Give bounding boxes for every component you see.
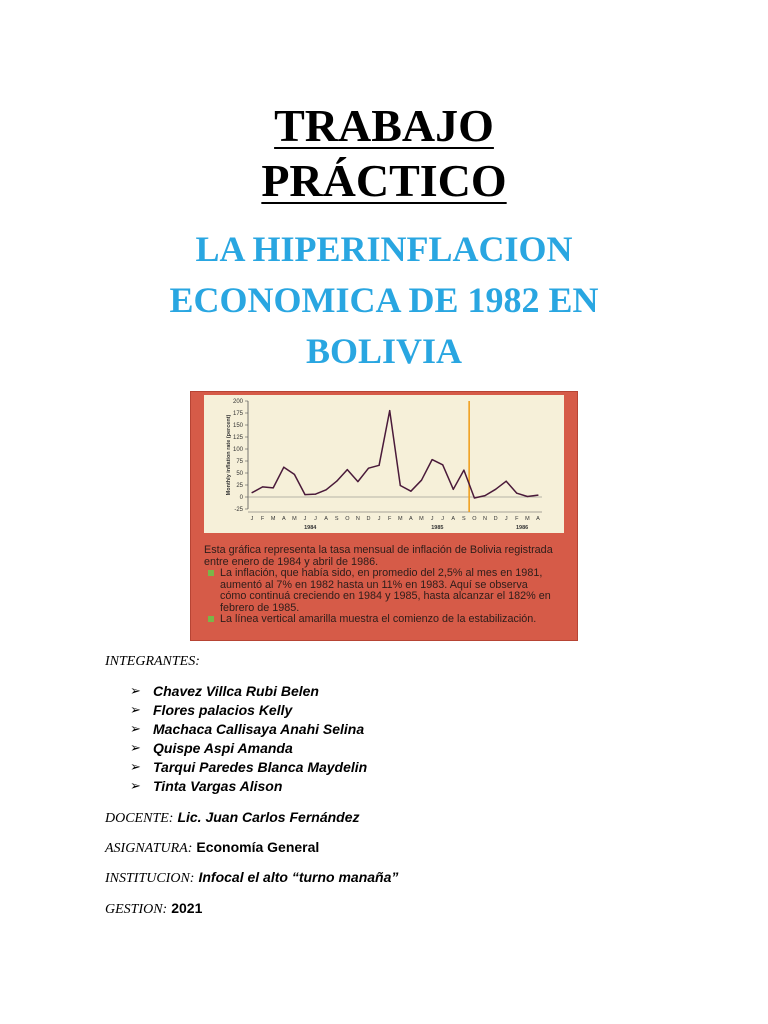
arrow-bullet-icon: ➢ (130, 779, 141, 794)
gestion-label: GESTION: (105, 902, 168, 917)
y-tick-label: 25 (236, 483, 243, 490)
data-point (251, 492, 252, 493)
y-tick-label: -25 (234, 507, 243, 514)
integrantes-label: INTEGRANTES: (105, 654, 200, 669)
gestion-row (105, 900, 202, 918)
data-point (304, 494, 305, 495)
subtitle-line-2: ECONOMICA DE 1982 EN (169, 280, 599, 320)
data-point (484, 495, 485, 496)
x-tick-label: O (345, 516, 350, 522)
member-name: Flores palacios Kelly (153, 702, 293, 718)
data-point (421, 480, 422, 481)
data-point (442, 464, 443, 465)
data-point (262, 486, 263, 487)
data-point (537, 494, 538, 495)
gestion-value: 2021 (171, 900, 203, 916)
y-tick-label: 175 (232, 411, 243, 418)
x-tick-label: A (409, 516, 413, 522)
figure-caption (204, 545, 554, 626)
data-point (431, 459, 432, 460)
x-tick-label: M (270, 516, 276, 522)
year-label: 1986 (515, 525, 529, 531)
bullet-icon (208, 616, 214, 622)
data-point (389, 410, 390, 411)
member-name: Machaca Callisaya Anahi Selina (153, 721, 365, 737)
x-tick-label: M (292, 516, 297, 522)
caption-bullet-1: La inflación, que había sido, en promedio del 2,5% al mes en 1981, aumentó al 7% en 1982 hasta un 11% en 1983. Aquí se observa cómo continuá creciendo en 1984 y 1985, hasta alcanzar el 182% en febrero de 1985. (220, 567, 551, 614)
data-point (379, 465, 380, 466)
x-tick-label: M (419, 516, 424, 522)
list-item (130, 701, 367, 720)
data-point (474, 497, 475, 498)
x-tick-label: D (366, 516, 371, 522)
list-item (130, 758, 367, 777)
y-tick-label: 0 (239, 495, 243, 502)
list-item (130, 720, 367, 739)
caption-bullet-2: La línea vertical amarilla muestra el comienzo de la estabilización. (220, 613, 537, 625)
inflation-figure (190, 391, 578, 641)
x-tick-label: F (388, 516, 392, 522)
arrow-bullet-icon: ➢ (130, 741, 141, 756)
institucion-label: INSTITUCION: (105, 871, 195, 886)
x-tick-label: A (324, 516, 328, 522)
docente-label: DOCENTE: (105, 811, 174, 826)
x-tick-label: J (377, 516, 381, 522)
x-tick-label: M (397, 516, 403, 522)
year-label: 1985 (431, 525, 444, 531)
institucion-value: Infocal el alto “turno manaña” (198, 869, 399, 885)
x-tick-label: J (504, 516, 508, 522)
x-tick-label: D (493, 516, 498, 522)
x-tick-label: S (334, 516, 339, 522)
x-tick-label: N (355, 516, 360, 522)
docente-row (105, 809, 360, 827)
caption-bullet-item (204, 614, 554, 626)
x-tick-label: O (472, 516, 477, 522)
y-tick-label: 50 (236, 471, 243, 478)
x-tick-label: J (314, 516, 317, 522)
data-point (347, 469, 348, 470)
data-point (506, 481, 507, 482)
x-tick-label: A (281, 516, 286, 522)
caption-bullet-item (204, 568, 554, 614)
data-point (453, 489, 454, 490)
member-name: Tarqui Paredes Blanca Maydelin (153, 759, 368, 775)
x-tick-label: J (441, 516, 445, 522)
y-tick-label: 200 (232, 399, 243, 406)
subtitle-line-1: LA HIPERINFLACION (195, 229, 573, 269)
y-tick-label: 150 (232, 423, 243, 430)
x-tick-label: N (483, 516, 488, 522)
document-title (0, 98, 768, 208)
data-point (273, 487, 274, 488)
subtitle-line-3: BOLIVIA (305, 331, 463, 371)
data-point (326, 489, 327, 490)
arrow-bullet-icon: ➢ (130, 760, 141, 775)
title-line-1: TRABAJO (274, 100, 494, 151)
data-point (516, 493, 517, 494)
data-point (495, 489, 496, 490)
list-item (130, 777, 367, 796)
data-point (283, 467, 284, 468)
x-tick-label: J (430, 516, 434, 522)
member-name: Chavez Villca Rubi Belen (153, 683, 319, 699)
x-tick-label: M (525, 516, 530, 522)
x-tick-label: J (250, 516, 254, 522)
data-point (357, 481, 358, 482)
arrow-bullet-icon: ➢ (130, 703, 141, 718)
institucion-row (105, 869, 398, 887)
data-point (368, 468, 369, 469)
list-item (130, 682, 367, 701)
y-axis-label: Monthly inflation rate (percent) (226, 414, 232, 496)
bullet-icon (208, 570, 214, 576)
y-tick-label: 75 (236, 459, 243, 466)
arrow-bullet-icon: ➢ (130, 722, 141, 737)
member-name: Tinta Vargas Alison (153, 778, 283, 794)
x-tick-label: S (462, 516, 466, 522)
members-list (130, 682, 367, 796)
title-line-2: PRÁCTICO (261, 155, 507, 206)
x-tick-label: A (451, 516, 456, 522)
y-tick-label: 125 (232, 435, 243, 442)
list-item (130, 739, 367, 758)
x-tick-label: J (303, 516, 307, 522)
data-point (410, 491, 411, 492)
arrow-bullet-icon: ➢ (130, 684, 141, 699)
document-subtitle (0, 224, 768, 377)
data-point (294, 474, 295, 475)
asignatura-value: Economía General (196, 839, 320, 855)
x-tick-label: F (515, 516, 519, 522)
inflation-series-line (252, 411, 538, 498)
data-point (315, 494, 316, 495)
docente-value: Lic. Juan Carlos Fernández (177, 809, 360, 825)
data-point (527, 496, 528, 497)
x-tick-label: F (260, 516, 265, 522)
data-point (463, 470, 464, 471)
data-point (336, 481, 337, 482)
caption-lead: Esta gráfica representa la tasa mensual de inflación de Bolivia registrada entre enero de 1984 y abril de 1986. (204, 544, 553, 568)
asignatura-label: ASIGNATURA: (105, 841, 193, 856)
asignatura-row (105, 839, 319, 857)
year-label: 1984 (304, 525, 317, 531)
x-tick-label: A (536, 516, 540, 522)
data-point (400, 485, 401, 486)
member-name: Quispe Aspi Amanda (153, 740, 293, 756)
y-tick-label: 100 (232, 447, 243, 454)
inflation-chart (190, 391, 578, 541)
